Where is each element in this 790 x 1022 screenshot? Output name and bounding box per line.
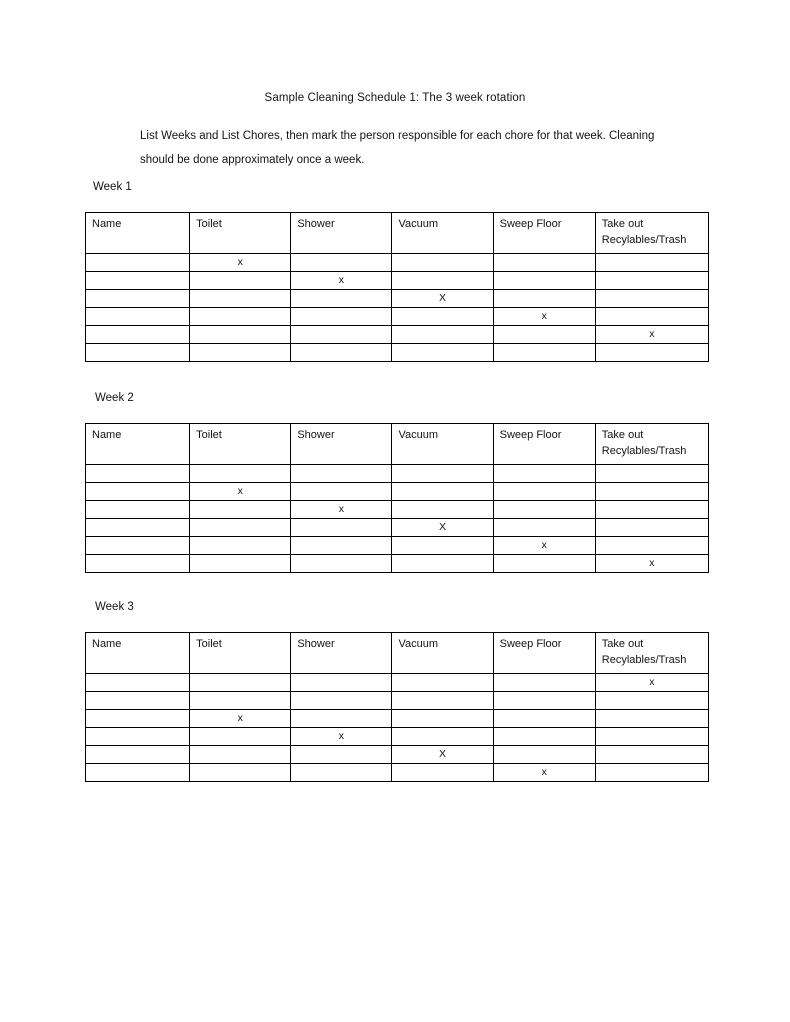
cell-vacuum[interactable]	[392, 710, 493, 728]
cell-sweep-floor[interactable]	[493, 728, 595, 746]
column-header-name: Name	[86, 213, 190, 254]
cell-sweep-floor[interactable]	[493, 326, 595, 344]
cell-name[interactable]	[86, 254, 190, 272]
cell-name[interactable]	[86, 483, 190, 501]
cell-take-out[interactable]	[595, 290, 708, 308]
cell-shower[interactable]	[291, 555, 392, 573]
cell-take-out[interactable]	[595, 764, 708, 782]
table-header-row	[86, 213, 709, 254]
cell-take-out[interactable]: x	[595, 555, 708, 573]
cell-shower[interactable]	[291, 308, 392, 326]
column-header-vacuum: Vacuum	[392, 213, 493, 254]
cell-vacuum[interactable]	[392, 254, 493, 272]
cell-vacuum[interactable]	[392, 764, 493, 782]
cell-toilet[interactable]	[190, 519, 291, 537]
cell-toilet[interactable]: x	[190, 254, 291, 272]
column-header-take-out	[595, 633, 708, 674]
cell-toilet[interactable]	[190, 308, 291, 326]
cell-name[interactable]	[86, 308, 190, 326]
cell-name[interactable]	[86, 537, 190, 555]
cell-shower[interactable]	[291, 764, 392, 782]
cell-toilet[interactable]	[190, 465, 291, 483]
column-header-vacuum: Vacuum	[392, 424, 493, 465]
cell-toilet[interactable]	[190, 692, 291, 710]
cell-toilet[interactable]	[190, 344, 291, 362]
cell-vacuum[interactable]: X	[392, 746, 493, 764]
cell-take-out[interactable]: x	[595, 326, 708, 344]
cell-name[interactable]	[86, 692, 190, 710]
take-out-line-2: Recylables/Trash	[601, 234, 687, 246]
cell-sweep-floor[interactable]: x	[493, 308, 595, 326]
cell-shower[interactable]	[291, 746, 392, 764]
cell-name[interactable]	[86, 710, 190, 728]
cell-vacuum[interactable]	[392, 483, 493, 501]
cell-name[interactable]	[86, 501, 190, 519]
table-row	[86, 465, 709, 483]
cell-shower[interactable]: x	[291, 501, 392, 519]
column-header-toilet: Toilet	[190, 424, 291, 465]
cell-sweep-floor[interactable]	[493, 746, 595, 764]
cell-vacuum[interactable]	[392, 728, 493, 746]
cell-sweep-floor[interactable]	[493, 674, 595, 692]
table-row	[86, 674, 709, 692]
section-label-week-3: Week 3	[95, 601, 134, 613]
cell-shower[interactable]	[291, 692, 392, 710]
cell-shower[interactable]	[291, 254, 392, 272]
cell-sweep-floor[interactable]	[493, 272, 595, 290]
cell-sweep-floor[interactable]	[493, 555, 595, 573]
cell-shower[interactable]	[291, 326, 392, 344]
column-header-shower: Shower	[291, 213, 392, 254]
cell-take-out[interactable]: x	[595, 674, 708, 692]
cell-sweep-floor[interactable]	[493, 519, 595, 537]
schedule-table-week-1	[85, 212, 709, 362]
cell-name[interactable]	[86, 764, 190, 782]
cell-vacuum[interactable]	[392, 326, 493, 344]
take-out-line-1: Take out	[601, 638, 644, 650]
cell-shower[interactable]	[291, 519, 392, 537]
cell-sweep-floor[interactable]	[493, 483, 595, 501]
cell-shower[interactable]: x	[291, 728, 392, 746]
cell-take-out[interactable]	[595, 501, 708, 519]
cell-sweep-floor[interactable]	[493, 254, 595, 272]
take-out-line-1: Take out	[601, 218, 644, 230]
schedule-table-week-2	[85, 423, 709, 573]
take-out-line-2: Recylables/Trash	[601, 654, 687, 666]
cell-take-out[interactable]	[595, 272, 708, 290]
table-body-week-1	[86, 254, 709, 362]
cell-name[interactable]	[86, 326, 190, 344]
table-body-week-3	[86, 674, 709, 782]
cell-shower[interactable]	[291, 465, 392, 483]
cell-vacuum[interactable]	[392, 501, 493, 519]
table-header-row	[86, 633, 709, 674]
cell-toilet[interactable]: x	[190, 483, 291, 501]
table-row	[86, 710, 709, 728]
cell-vacuum[interactable]	[392, 344, 493, 362]
column-header-shower: Shower	[291, 633, 392, 674]
cell-sweep-floor[interactable]	[493, 501, 595, 519]
cell-toilet[interactable]	[190, 501, 291, 519]
cell-shower[interactable]	[291, 537, 392, 555]
cell-vacuum[interactable]	[392, 555, 493, 573]
cell-take-out[interactable]	[595, 710, 708, 728]
cell-name[interactable]	[86, 290, 190, 308]
cell-shower[interactable]	[291, 290, 392, 308]
cell-sweep-floor[interactable]	[493, 710, 595, 728]
cell-shower[interactable]	[291, 344, 392, 362]
cell-name[interactable]	[86, 519, 190, 537]
page-title: Sample Cleaning Schedule 1: The 3 week rotation	[264, 92, 526, 104]
table-row	[86, 764, 709, 782]
cell-take-out[interactable]	[595, 728, 708, 746]
table-header-row	[86, 424, 709, 465]
cell-sweep-floor[interactable]	[493, 465, 595, 483]
cell-name[interactable]	[86, 272, 190, 290]
cell-vacuum[interactable]	[392, 537, 493, 555]
cell-sweep-floor[interactable]	[493, 290, 595, 308]
cell-vacuum[interactable]	[392, 272, 493, 290]
column-header-sweep-floor: Sweep Floor	[493, 633, 595, 674]
column-header-name: Name	[86, 633, 190, 674]
table-row	[86, 501, 709, 519]
cell-toilet[interactable]: x	[190, 710, 291, 728]
cell-toilet[interactable]	[190, 746, 291, 764]
cell-name[interactable]	[86, 746, 190, 764]
cell-vacuum[interactable]: X	[392, 290, 493, 308]
cell-take-out[interactable]	[595, 537, 708, 555]
cell-toilet[interactable]	[190, 728, 291, 746]
cell-toilet[interactable]	[190, 764, 291, 782]
cell-sweep-floor[interactable]: x	[493, 537, 595, 555]
column-header-sweep-floor: Sweep Floor	[493, 424, 595, 465]
table-row	[86, 344, 709, 362]
cell-sweep-floor[interactable]: x	[493, 764, 595, 782]
section-label-week-1: Week 1	[93, 181, 132, 193]
cell-name[interactable]	[86, 728, 190, 746]
column-header-take-out	[595, 213, 708, 254]
cell-take-out[interactable]	[595, 254, 708, 272]
cell-toilet[interactable]	[190, 272, 291, 290]
cell-toilet[interactable]	[190, 674, 291, 692]
table-row	[86, 272, 709, 290]
column-header-name: Name	[86, 424, 190, 465]
table-row	[86, 537, 709, 555]
schedule-table-week-3	[85, 632, 709, 782]
cell-take-out[interactable]	[595, 483, 708, 501]
cell-vacuum[interactable]	[392, 674, 493, 692]
cell-toilet[interactable]	[190, 290, 291, 308]
cell-vacuum[interactable]: X	[392, 519, 493, 537]
table-row	[86, 555, 709, 573]
cell-vacuum[interactable]	[392, 692, 493, 710]
column-header-shower: Shower	[291, 424, 392, 465]
cell-sweep-floor[interactable]	[493, 344, 595, 362]
table-row	[86, 326, 709, 344]
cell-shower[interactable]	[291, 674, 392, 692]
cell-sweep-floor[interactable]	[493, 692, 595, 710]
column-header-toilet: Toilet	[190, 633, 291, 674]
table-row	[86, 483, 709, 501]
cell-shower[interactable]	[291, 710, 392, 728]
intro-paragraph: List Weeks and List Chores, then mark the person responsible for each chore for that week. Cleaning should be done approximately once a week.	[140, 130, 655, 166]
cell-name[interactable]	[86, 674, 190, 692]
cell-take-out[interactable]	[595, 344, 708, 362]
table-row	[86, 290, 709, 308]
cell-toilet[interactable]	[190, 326, 291, 344]
cell-name[interactable]	[86, 465, 190, 483]
cell-name[interactable]	[86, 555, 190, 573]
column-header-toilet: Toilet	[190, 213, 291, 254]
cell-vacuum[interactable]	[392, 308, 493, 326]
cell-name[interactable]	[86, 344, 190, 362]
cell-take-out[interactable]	[595, 519, 708, 537]
cell-take-out[interactable]	[595, 308, 708, 326]
cell-take-out[interactable]	[595, 465, 708, 483]
table-row	[86, 746, 709, 764]
section-label-week-2: Week 2	[95, 392, 134, 404]
take-out-line-2: Recylables/Trash	[601, 445, 687, 457]
cell-take-out[interactable]	[595, 692, 708, 710]
cell-take-out[interactable]	[595, 746, 708, 764]
table-row	[86, 308, 709, 326]
cell-toilet[interactable]	[190, 555, 291, 573]
table-row	[86, 519, 709, 537]
table-row	[86, 728, 709, 746]
table-body-week-2	[86, 465, 709, 573]
cell-toilet[interactable]	[190, 537, 291, 555]
take-out-line-1: Take out	[601, 429, 644, 441]
cell-vacuum[interactable]	[392, 465, 493, 483]
column-header-take-out	[595, 424, 708, 465]
cell-shower[interactable]: x	[291, 272, 392, 290]
column-header-vacuum: Vacuum	[392, 633, 493, 674]
table-row	[86, 692, 709, 710]
column-header-sweep-floor: Sweep Floor	[493, 213, 595, 254]
cell-shower[interactable]	[291, 483, 392, 501]
table-row	[86, 254, 709, 272]
